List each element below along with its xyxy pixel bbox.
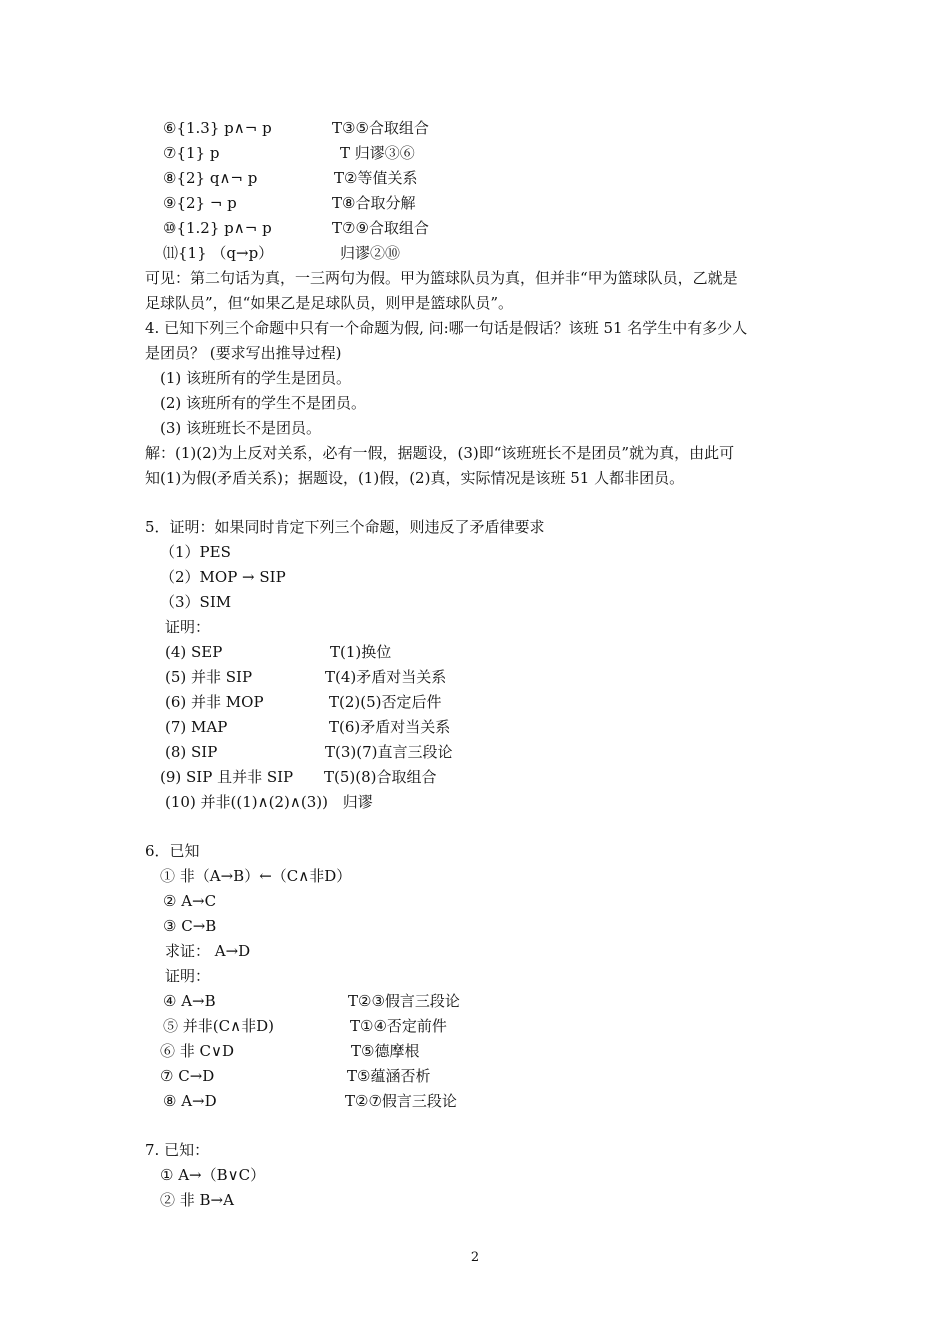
proof-step: (5) 并非 SIP T(4)矛盾对当关系 — [165, 668, 447, 686]
proof-label: 证明： — [165, 618, 211, 636]
premise: （3）SIM — [160, 593, 232, 611]
proof-step: (10) 并非((1)∧(2)∧(3)) 归谬 — [165, 793, 373, 811]
proof-step: ⑤ 并非(C∧非D) T①④否定前件 — [163, 1017, 447, 1035]
proof-step: (6) 并非 MOP T(2)(5)否定后件 — [165, 693, 442, 711]
derivation-step: ⑩{1.2} p∧¬ p T⑦⑨合取组合 — [163, 219, 429, 237]
conclusion-line: 足球队员”，但“如果乙是足球队员，则甲是篮球队员”。 — [145, 294, 514, 312]
question-4-item: (2) 该班所有的学生不是团员。 — [160, 394, 367, 412]
proof-step: (8) SIP T(3)(7)直言三段论 — [165, 743, 453, 761]
proof-step: (9) SIP 且并非 SIP T(5)(8)合取组合 — [160, 768, 437, 786]
derivation-step: ⑦{1} p T 归谬③⑥ — [163, 144, 415, 162]
derivation-step: ⑾{1} （q→p） 归谬②⑩ — [163, 244, 401, 262]
premise: ② 非 B→A — [160, 1191, 234, 1209]
question-4-solution: 知(1)为假(矛盾关系)；据题设，(1)假，(2)真，实际情况是该班 51 人都非团员。 — [145, 469, 685, 487]
question-5-title: 5．证明：如果同时肯定下列三个命题，则违反了矛盾律要求 — [145, 518, 545, 536]
premise: ② A→C — [163, 892, 217, 910]
premise: （2）MOP → SIP — [160, 568, 286, 586]
proof-label: 证明： — [165, 967, 211, 985]
premise: ① 非（A→B）←（C∧非D） — [160, 867, 352, 885]
premise: ① A→（B∨C） — [160, 1166, 266, 1184]
proof-step: ⑧ A→D T②⑦假言三段论 — [163, 1092, 457, 1110]
derivation-step: ⑥{1.3} p∧¬ p T③⑤合取组合 — [163, 119, 429, 137]
question-4-item: (3) 该班班长不是团员。 — [160, 419, 322, 437]
conclusion-line: 可见：第二句话为真，一三两句为假。甲为篮球队员为真，但并非“甲为篮球队员，乙就是 — [145, 269, 738, 287]
question-4-text: 是团员？ (要求写出推导过程) — [145, 344, 342, 362]
question-4-solution: 解：(1)(2)为上反对关系，必有一假，据题设，(3)即“该班班长不是团员”就为真，由此可 — [145, 444, 735, 462]
question-4-text: 4. 已知下列三个命题中只有一个命题为假, 问:哪一句话是假话？该班 51 名学生中有多少人 — [145, 319, 748, 337]
question-4-item: (1) 该班所有的学生是团员。 — [160, 369, 352, 387]
proof-step: ④ A→B T②③假言三段论 — [163, 992, 460, 1010]
question-7-title: 7. 已知： — [145, 1141, 210, 1159]
premise: ③ C→B — [163, 917, 217, 935]
proof-step: ⑥ 非 C∨D T⑤德摩根 — [160, 1042, 420, 1060]
derivation-step: ⑧{2} q∧¬ p T②等值关系 — [163, 169, 418, 187]
premise: （1）PES — [160, 543, 231, 561]
question-6-title: 6．已知 — [145, 842, 200, 860]
page-number: 2 — [470, 1250, 480, 1265]
goal: 求证： A→D — [165, 942, 251, 960]
proof-step: (7) MAP T(6)矛盾对当关系 — [165, 718, 451, 736]
proof-step: (4) SEP T(1)换位 — [165, 643, 392, 661]
derivation-step: ⑨{2} ¬ p T⑧合取分解 — [163, 194, 416, 212]
proof-step: ⑦ C→D T⑤蕴涵否析 — [160, 1067, 431, 1085]
